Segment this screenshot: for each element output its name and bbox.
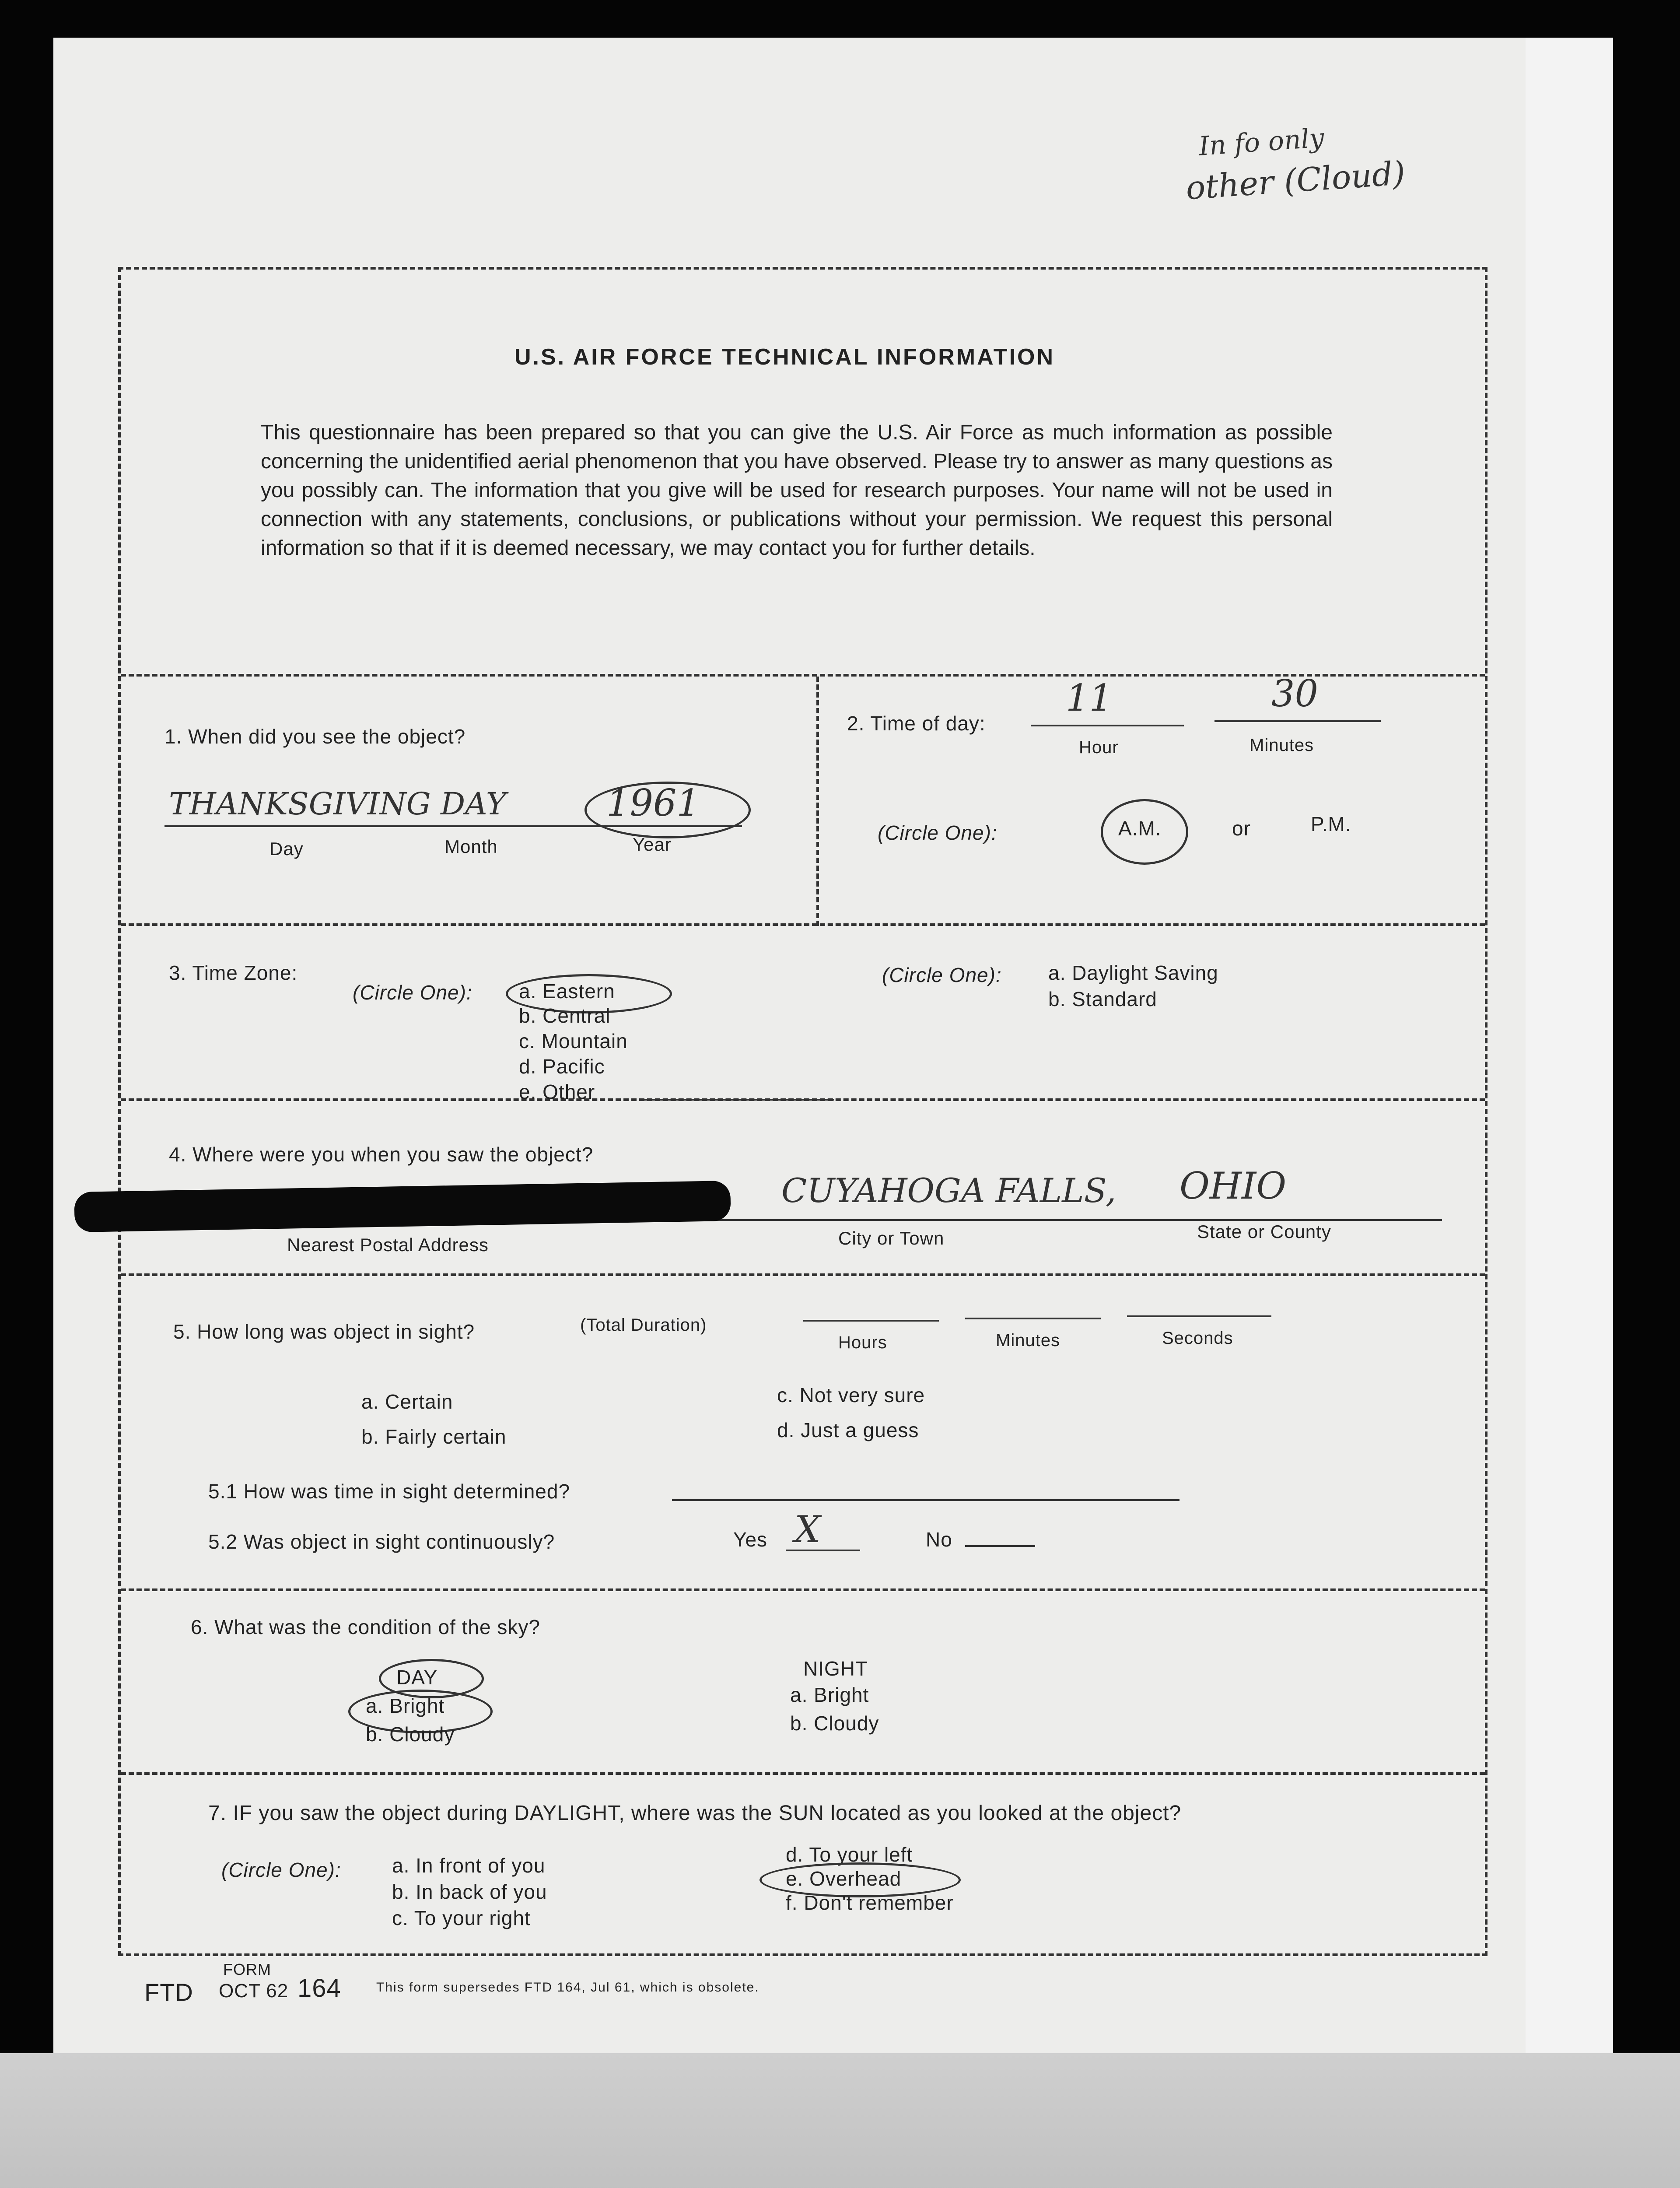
q1-date-line — [164, 825, 742, 827]
q5-duration-note: (Total Duration) — [580, 1315, 707, 1335]
q2-minutes-caption: Minutes — [1250, 736, 1314, 755]
q2-minutes-line — [1214, 720, 1381, 722]
section-1-2-divider — [816, 677, 819, 926]
q6-label: 6. What was the condition of the sky? — [191, 1616, 540, 1638]
q5-hours-caption: Hours — [838, 1333, 887, 1352]
q7-option-e: e. Overhead — [786, 1867, 902, 1890]
section-3 — [121, 926, 1485, 1101]
q6-day: DAY — [396, 1666, 438, 1689]
q1-year-value: 1961 — [606, 782, 700, 824]
q5-2-no-line — [965, 1545, 1035, 1547]
q2-am: A.M. — [1118, 817, 1162, 840]
q5-option-d: d. Just a guess — [777, 1419, 919, 1441]
q5-2-yes: Yes — [733, 1528, 768, 1551]
q1-day-caption: Day — [270, 838, 304, 859]
q5-2-question: 5.2 Was object in sight continuously? — [208, 1530, 555, 1553]
q5-minutes-line — [965, 1318, 1101, 1319]
header-section — [121, 270, 1485, 677]
q3-other-line — [641, 1099, 834, 1101]
q7-option-c: c. To your right — [392, 1907, 531, 1929]
q3-option-2a: a. Daylight Saving — [1048, 961, 1218, 984]
footer-date: OCT 62 — [219, 1980, 289, 2002]
page-margin — [1526, 38, 1613, 2053]
q2-or: or — [1232, 817, 1251, 840]
q5-2-yes-line — [786, 1550, 860, 1551]
q7-option-a: a. In front of you — [392, 1854, 546, 1877]
q5-seconds-line — [1127, 1315, 1271, 1317]
annotation-line-1: In fo only — [1197, 123, 1325, 162]
q4-address-caption: Nearest Postal Address — [287, 1234, 489, 1255]
intro-paragraph: This questionnaire has been prepared so that you can give the U.S. Air Force as much information as possible concerning the unidentified aerial phenomenon that you have observed. Please try to answer as many questions as you possibly can. The information that you give will be used for research purposes. Your name will not be used in connection with any statements, conclusions, or publications without your permission. We request this personal information so that if it is deemed necessary, we may contact you for further details. — [261, 421, 1333, 560]
q1-day-value: THANKSGIVING DAY — [169, 786, 507, 822]
q1-year-caption: Year — [633, 834, 672, 855]
q5-1-question: 5.1 How was time in sight determined? — [208, 1480, 570, 1503]
q7-label: 7. IF you saw the object during DAYLIGHT, where was the SUN located as you looked at the object? — [208, 1802, 1182, 1825]
q5-minutes-caption: Minutes — [996, 1331, 1060, 1350]
q3-label: 3. Time Zone: — [169, 961, 298, 984]
q4-state-value: OHIO — [1180, 1164, 1287, 1207]
footer-note: This form supersedes FTD 164, Jul 61, which is obsolete. — [376, 1980, 760, 1995]
q1-label: 1. When did you see the object? — [164, 725, 466, 748]
q7-option-b: b. In back of you — [392, 1880, 547, 1903]
q4-city-value: CUYAHOGA FALLS, — [781, 1171, 1116, 1210]
q7-circle-one: (Circle One): — [221, 1858, 341, 1881]
q2-hour-value: 11 — [1066, 677, 1113, 719]
q3-circle-one: (Circle One): — [353, 981, 472, 1004]
q5-2-yes-mark: X — [794, 1508, 821, 1551]
q2-minutes-value: 30 — [1271, 672, 1318, 715]
q6-night-option-b: b. Cloudy — [790, 1712, 879, 1735]
annotation-line-2: other (Cloud) — [1184, 154, 1407, 207]
q6-day-option-a: a. Bright — [366, 1694, 445, 1717]
q5-1-answer-line — [672, 1499, 1180, 1501]
q2-pm: P.M. — [1311, 813, 1351, 835]
q1-month-caption: Month — [444, 836, 498, 857]
q5-option-c: c. Not very sure — [777, 1384, 925, 1406]
q2-hour-caption: Hour — [1079, 738, 1119, 757]
q7-option-f: f. Don't remember — [786, 1891, 954, 1914]
scan-background — [0, 2053, 1680, 2188]
q2-label: 2. Time of day: — [847, 712, 986, 735]
q6-night-option-a: a. Bright — [790, 1683, 869, 1706]
footer-form-label: FORM — [223, 1960, 271, 1978]
q3-option-d: d. Pacific — [519, 1055, 605, 1078]
q5-option-a: a. Certain — [361, 1390, 453, 1413]
q4-label: 4. Where were you when you saw the object? — [169, 1143, 594, 1166]
q5-2-no: No — [926, 1528, 952, 1551]
section-7 — [121, 1775, 1485, 1959]
form-title: U.S. AIR FORCE TECHNICAL INFORMATION — [514, 344, 1055, 370]
questionnaire-form — [118, 267, 1488, 1956]
q4-state-caption: State or County — [1197, 1221, 1331, 1242]
q6-night: NIGHT — [803, 1657, 868, 1680]
q2-circle-one: (Circle One): — [878, 821, 998, 844]
q5-seconds-caption: Seconds — [1162, 1329, 1233, 1348]
q5-hours-line — [803, 1320, 939, 1322]
q3-option-e: e. Other — [519, 1080, 595, 1103]
q3-option-c: c. Mountain — [519, 1030, 628, 1052]
q7-option-d: d. To your left — [786, 1843, 913, 1866]
q5-option-b: b. Fairly certain — [361, 1425, 507, 1448]
footer-number: 164 — [298, 1974, 341, 2002]
q4-city-caption: City or Town — [838, 1228, 945, 1248]
section-1-2 — [121, 672, 1485, 926]
q3-option-2b: b. Standard — [1048, 988, 1157, 1010]
q3-option-b: b. Central — [519, 1004, 611, 1027]
q3-option-a: a. Eastern — [519, 980, 615, 1003]
section-6 — [121, 1591, 1485, 1775]
q2-hour-line — [1031, 725, 1184, 726]
q3-circle-one-2: (Circle One): — [882, 964, 1002, 986]
section-5 — [121, 1276, 1485, 1591]
q6-day-option-b: b. Cloudy — [366, 1723, 455, 1746]
q5-label: 5. How long was object in sight? — [173, 1320, 475, 1343]
footer-ftd: FTD — [144, 1978, 193, 2006]
